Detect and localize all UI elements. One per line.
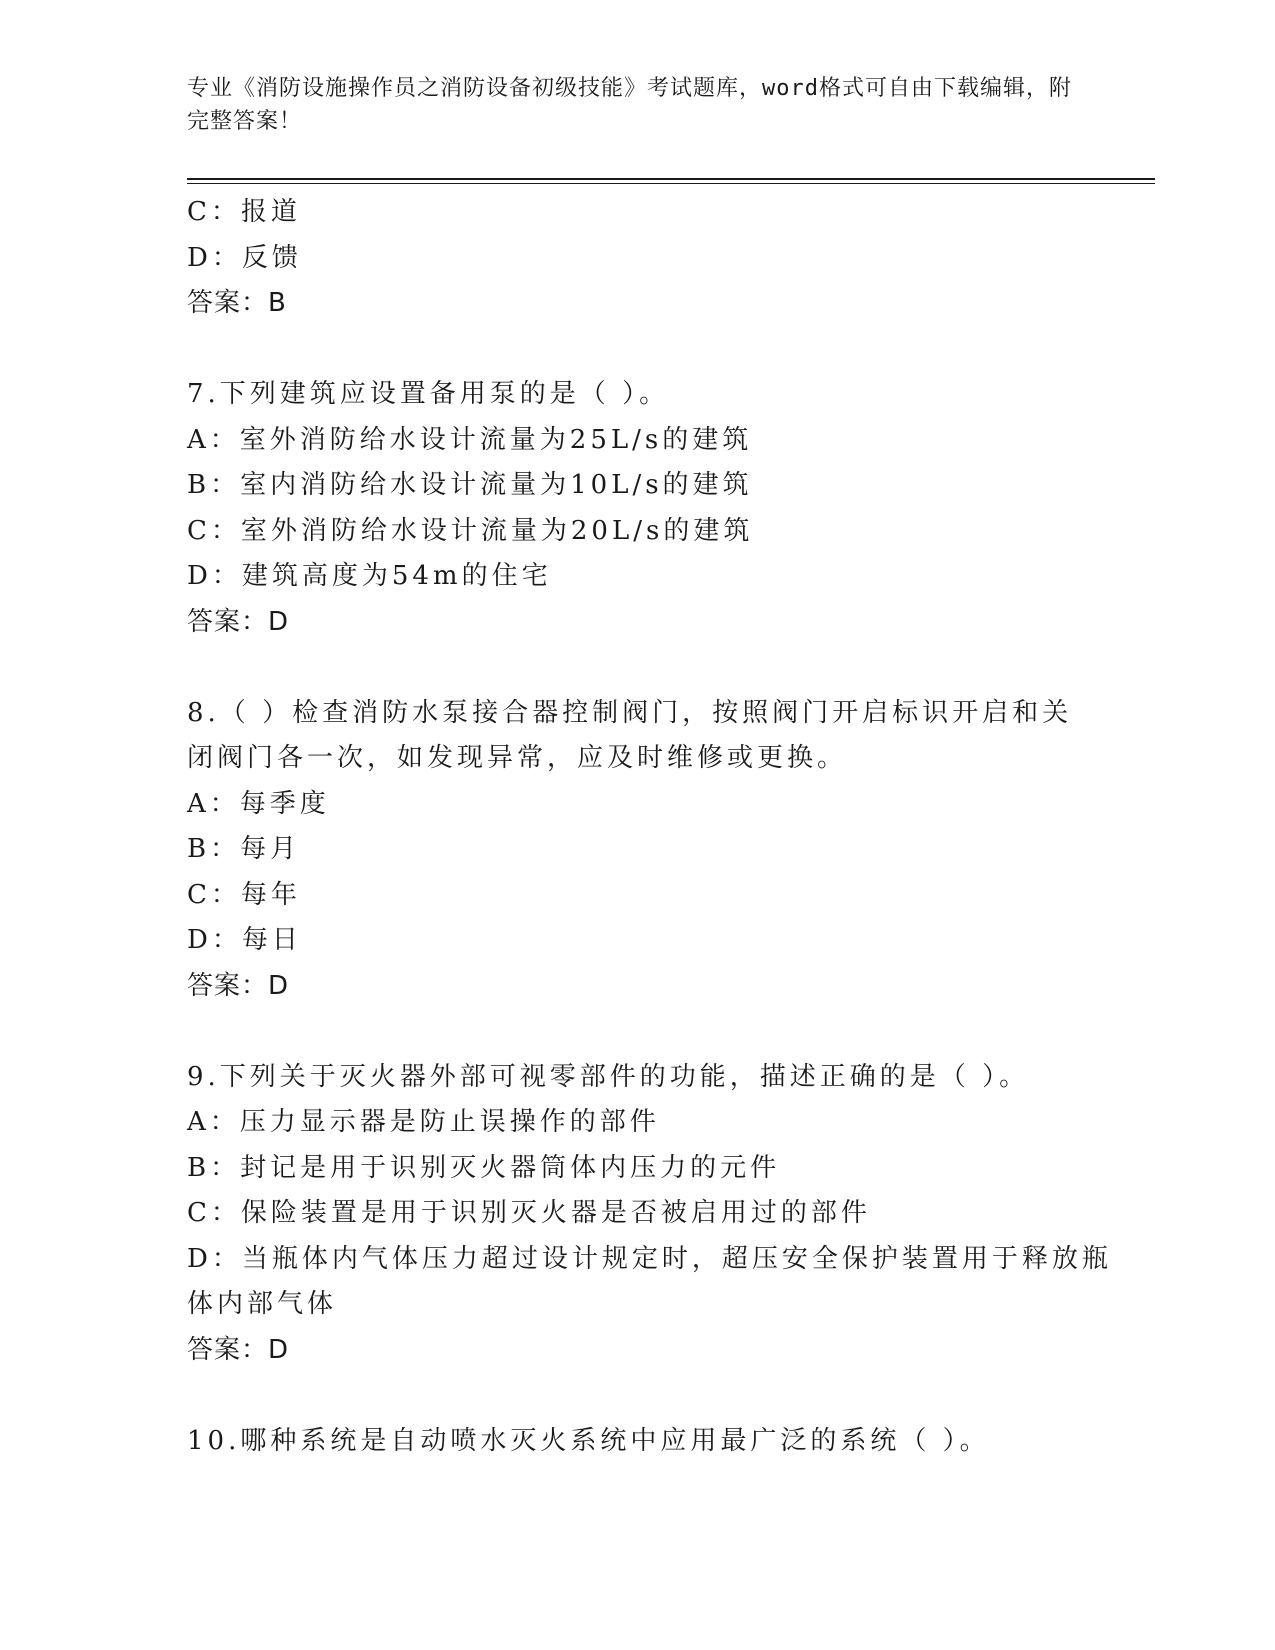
spacer [187,645,1087,691]
question-9 [187,1055,1112,1374]
question-6-tail [187,190,1087,327]
question-stem-line-2: 闭阀门各一次，如发现异常，应及时维修或更换。 [187,743,848,773]
question-7 [187,372,1087,645]
question-8 [187,691,1087,1010]
option-d: D：每日 [187,925,302,955]
option-d: D：反馈 [187,242,302,273]
option-c: C：保险装置是用于识别灭火器是否被启用过的部件 [187,1198,871,1228]
answer: 答案：D [187,1334,290,1365]
option-a: A：每季度 [187,788,330,819]
option-b: B：封记是用于识别灭火器筒体内压力的元件 [187,1152,781,1183]
question-stem: 9.下列关于灭火器外部可视零部件的功能，描述正确的是（ ）。 [187,1061,1030,1092]
question-stem-line-1: 8.（ ）检查消防水泵接合器控制阀门，按照阀门开启标识开启和关 [187,697,1073,728]
option-d-line-1: D：当瓶体内气体压力超过设计规定时，超压安全保护装置用于释放瓶 [187,1243,1112,1274]
option-a: A：压力显示器是防止误操作的部件 [187,1107,660,1137]
question-stem: 10.哪种系统是自动喷水灭火系统中应用最广泛的系统（ ）。 [187,1425,990,1456]
answer: 答案：D [187,606,290,637]
answer: 答案：B [187,288,287,318]
spacer [187,327,1087,373]
spacer [187,1009,1087,1055]
header-divider-thin [187,183,1155,184]
question-stem: 7.下列建筑应设置备用泵的是（ ）。 [187,379,670,409]
spacer [187,1373,1087,1419]
document-header: 专业《消防设施操作员之消防设备初级技能》考试题库，word格式可自由下载编辑，附完整答案！ [187,76,1072,134]
question-list [187,190,1112,1464]
option-a: A：室外消防给水设计流量为25L/s的建筑 [187,424,753,455]
option-b: B：每月 [187,834,301,864]
question-10 [187,1419,1087,1465]
option-d-line-2: 体内部气体 [187,1289,338,1319]
option-c: C：每年 [187,879,301,910]
option-d: D：建筑高度为54m的住宅 [187,561,552,591]
option-c: C：报道 [187,197,301,227]
answer: 答案：D [187,970,290,1001]
header-divider-thick [187,178,1155,180]
option-b: B：室内消防给水设计流量为10L/s的建筑 [187,470,753,500]
option-c: C：室外消防给水设计流量为20L/s的建筑 [187,515,754,546]
